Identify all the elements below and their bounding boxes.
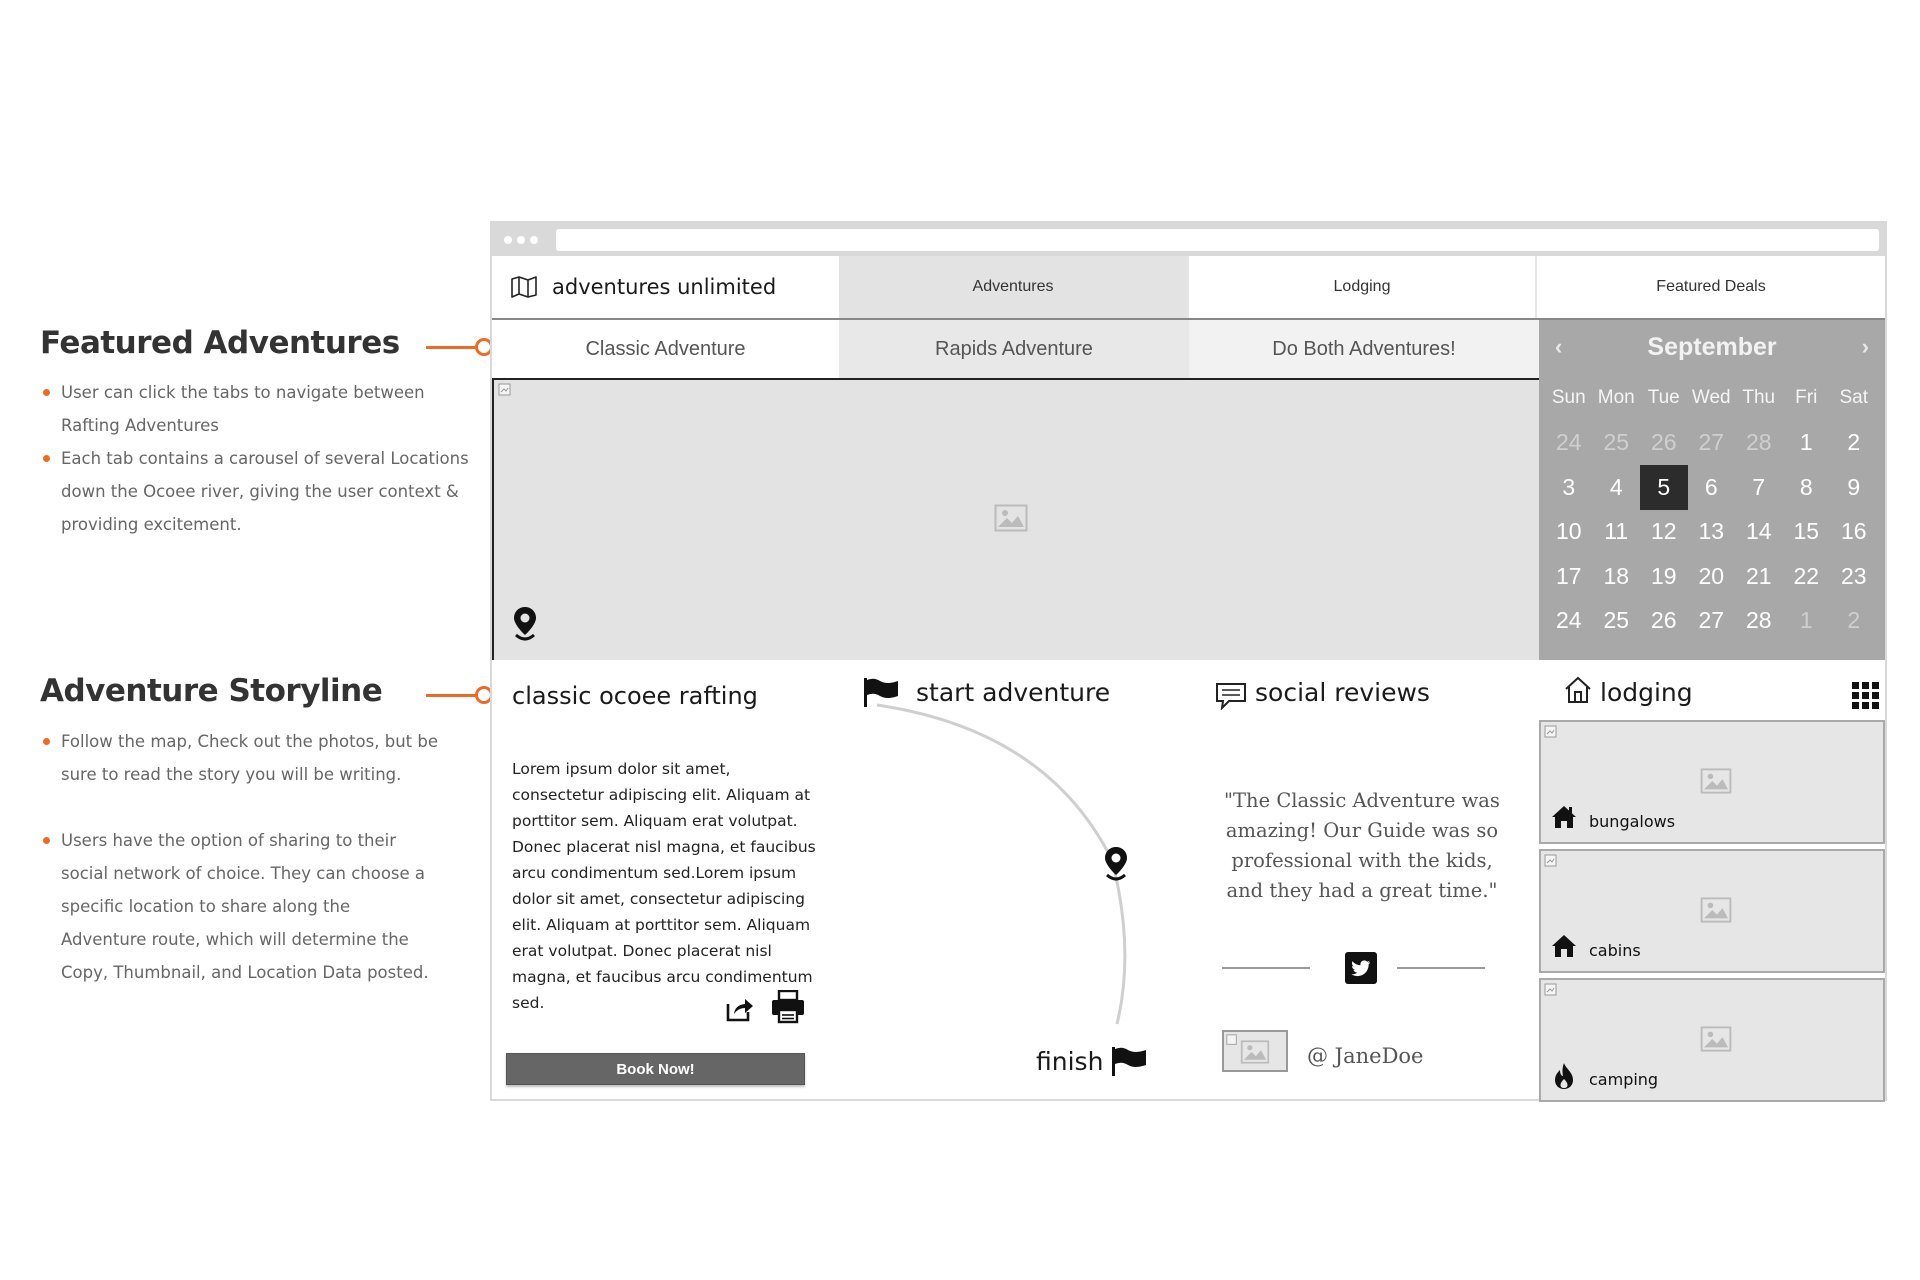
adventure-route-map [832, 660, 1192, 1100]
tab-label: Rapids Adventure [935, 337, 1093, 360]
lodging-card-bungalows[interactable] [1539, 720, 1885, 844]
calendar-day[interactable]: 10 [1555, 518, 1582, 545]
print-icon[interactable] [770, 990, 806, 1024]
calendar-day[interactable]: 6 [1704, 473, 1718, 500]
image-placeholder-icon [1240, 1040, 1270, 1064]
browser-window [490, 221, 1887, 1101]
tab-label: Do Both Adventures! [1272, 337, 1456, 360]
home-icon [1563, 675, 1593, 705]
finish-flag-icon [1110, 1045, 1148, 1077]
calendar-day[interactable]: 1 [1799, 429, 1813, 456]
calendar-day[interactable]: 22 [1793, 562, 1820, 589]
prev-month-button[interactable]: ‹ [1555, 334, 1563, 359]
brand-logo[interactable] [492, 256, 839, 318]
tab-classic-adventure[interactable] [492, 320, 839, 378]
calendar-day[interactable]: 3 [1562, 473, 1576, 500]
lodging-card-camping[interactable] [1539, 978, 1885, 1102]
tab-label: Classic Adventure [585, 337, 746, 360]
window-dot [530, 236, 538, 244]
route-pin-icon[interactable] [1103, 846, 1129, 882]
lodging-card-cabins[interactable] [1539, 849, 1885, 973]
adventure-storyline-notes [40, 725, 470, 989]
book-now-button[interactable]: Book Now! [506, 1053, 805, 1085]
window-dot [504, 236, 512, 244]
brand-name: adventures unlimited [552, 275, 777, 299]
calendar-day[interactable]: 24 [1555, 607, 1582, 634]
house-icon [1551, 933, 1577, 959]
top-nav [492, 256, 1885, 320]
window-dot [517, 236, 525, 244]
calendar-day[interactable]: 13 [1698, 518, 1725, 545]
calendar-day[interactable]: 15 [1793, 518, 1820, 545]
start-flag-icon [862, 676, 900, 708]
calendar-day[interactable]: 2 [1847, 607, 1861, 634]
address-bar[interactable] [556, 229, 1879, 251]
calendar-header [1539, 320, 1885, 374]
calendar-day[interactable]: 25 [1603, 429, 1630, 456]
calendar-grid [1545, 376, 1878, 643]
broken-image-icon [498, 383, 512, 397]
image-placeholder-icon [1700, 768, 1732, 794]
calendar-day-of-week: Sat [1839, 387, 1869, 409]
review-quote: "The Classic Adventure was amazing! Our Guide was so professional with the kids, and they had a great time." [1224, 789, 1500, 902]
calendar-day-of-week: Fri [1795, 387, 1818, 409]
note-item: Each tab contains a carousel of several Locations down the Ocoee river, giving the user context & providing excitement. [40, 442, 470, 541]
calendar-day-of-week: Tue [1647, 387, 1680, 409]
reviewer-handle[interactable]: @ JaneDoe [1307, 1044, 1424, 1068]
broken-image-icon [1544, 854, 1558, 868]
calendar-day[interactable]: 19 [1650, 562, 1677, 589]
social-reviews-heading: social reviews [1255, 678, 1430, 707]
featured-adventures-notes [40, 376, 470, 541]
booking-calendar [1539, 320, 1885, 660]
image-placeholder-icon [994, 504, 1028, 532]
divider [1397, 967, 1485, 969]
calendar-day[interactable]: 23 [1840, 562, 1867, 589]
calendar-day[interactable]: 17 [1555, 562, 1582, 589]
lodging-card-label: bungalows [1589, 812, 1676, 831]
route-path [877, 705, 1125, 1024]
calendar-day[interactable]: 27 [1698, 607, 1725, 634]
calendar-day[interactable]: 1 [1799, 607, 1813, 634]
divider [1222, 967, 1310, 969]
nav-tab-label: Featured Deals [1656, 278, 1766, 295]
calendar-day-of-week: Wed [1691, 387, 1731, 409]
calendar-day[interactable]: 28 [1745, 429, 1772, 456]
broken-image-icon [1226, 1034, 1238, 1046]
adventure-storyline-heading: Adventure Storyline [40, 673, 383, 709]
calendar-day[interactable]: 18 [1603, 562, 1630, 589]
calendar-day-of-week: Sun [1551, 387, 1586, 409]
chat-icon [1215, 682, 1247, 710]
nav-tab-featured-deals[interactable] [1535, 256, 1885, 318]
note-item: Users have the option of sharing to their social network of choice. They can choose a specific location to share along the Adventure route, which will determine the Copy, Thumbnail, and Location Data posted. [40, 824, 440, 989]
house-icon [1551, 804, 1577, 830]
calendar-day[interactable]: 26 [1650, 429, 1677, 456]
note-item: User can click the tabs to navigate between Rafting Adventures [40, 376, 470, 442]
calendar-day[interactable]: 25 [1603, 607, 1630, 634]
tab-do-both-adventures[interactable] [1189, 320, 1539, 378]
calendar-day[interactable]: 7 [1752, 473, 1766, 500]
nav-tab-adventures[interactable] [839, 256, 1187, 318]
twitter-icon [1351, 960, 1371, 977]
lodging-heading: lodging [1600, 678, 1693, 707]
hero-carousel[interactable] [492, 380, 1539, 660]
calendar-day[interactable]: 11 [1604, 518, 1629, 545]
adventure-storyline [492, 660, 1885, 1100]
calendar-day[interactable]: 24 [1555, 429, 1582, 456]
calendar-day[interactable]: 5 [1640, 465, 1688, 510]
featured-connector-line [426, 346, 476, 349]
grid-view-icon[interactable] [1852, 682, 1879, 709]
calendar-day[interactable]: 9 [1847, 473, 1861, 500]
broken-image-icon [1544, 983, 1558, 997]
calendar-day[interactable]: 14 [1745, 518, 1772, 545]
calendar-day[interactable]: 21 [1745, 562, 1772, 589]
broken-image-icon [1544, 725, 1558, 739]
fire-icon [1551, 1062, 1577, 1090]
twitter-share-button[interactable] [1345, 952, 1377, 984]
story-body: Lorem ipsum dolor sit amet, consectetur adipiscing elit. Aliquam at porttitor sem. Aliquam erat volutpat. Donec placerat nisl magna, et faucibus arcu condimentum sed.Lorem ipsum dolor sit amet, consectetur adipiscing elit. Aliquam at porttitor sem. Aliquam erat volutpat. Donec placerat nisl magna, et faucibus arcu condimentum sed. [512, 760, 816, 1012]
calendar-day[interactable]: 16 [1840, 518, 1867, 545]
calendar-day[interactable]: 2 [1847, 429, 1861, 456]
lodging-card-label: cabins [1589, 941, 1641, 960]
story-title: classic ocoee rafting [512, 682, 758, 710]
featured-adventures-heading: Featured Adventures [40, 325, 400, 361]
image-placeholder-icon [1700, 897, 1732, 923]
calendar-day[interactable]: 12 [1650, 518, 1677, 545]
next-month-button[interactable]: › [1861, 334, 1869, 359]
reviewer-avatar [1222, 1030, 1288, 1072]
map-icon [510, 276, 538, 298]
nav-tab-label: Lodging [1333, 278, 1391, 295]
calendar-day[interactable]: 8 [1799, 473, 1813, 500]
calendar-day[interactable]: 28 [1745, 607, 1772, 634]
start-adventure-label: start adventure [916, 678, 1111, 707]
calendar-day[interactable]: 4 [1609, 473, 1623, 500]
location-pin-icon[interactable] [512, 606, 538, 642]
calendar-month: September [1647, 332, 1777, 361]
calendar-day-of-week: Thu [1742, 387, 1776, 409]
calendar-day[interactable]: 20 [1698, 562, 1725, 589]
share-icon[interactable] [725, 995, 755, 1023]
calendar-day[interactable]: 27 [1698, 429, 1725, 456]
nav-tab-label: Adventures [972, 278, 1054, 295]
image-placeholder-icon [1700, 1026, 1732, 1052]
calendar-day[interactable]: 26 [1650, 607, 1677, 634]
lodging-card-label: camping [1589, 1070, 1659, 1089]
nav-tab-lodging[interactable] [1187, 256, 1535, 318]
storyline-connector-line [426, 694, 476, 697]
adventure-tabs [492, 320, 1539, 380]
tab-rapids-adventure[interactable] [839, 320, 1189, 378]
finish-label: finish [1036, 1047, 1104, 1076]
browser-title-bar [492, 223, 1885, 256]
note-item: Follow the map, Check out the photos, but be sure to read the story you will be writing. [40, 725, 470, 791]
calendar-day-of-week: Mon [1597, 387, 1635, 409]
